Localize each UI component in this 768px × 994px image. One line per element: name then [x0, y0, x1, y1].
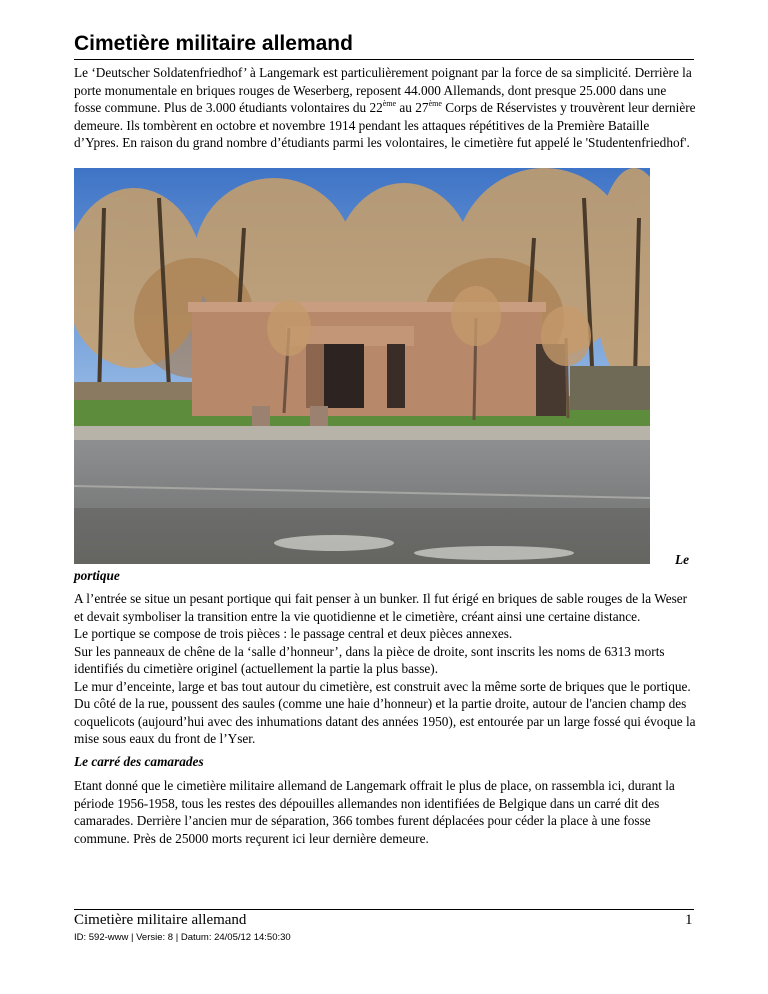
title-divider — [74, 59, 694, 60]
intro-text-1: Le ‘Deutscher Soldatenfriedhof’ à Langemark est particulièrement poignant par la force de sa simplicité. Derrière la porte monumentale en briques rouges de Weserberg, reposent 44.000 Allemands, dont presque 25.000 dans une fosse commune. Plus de 3.000 étudiants volontaires du 22 — [74, 65, 692, 115]
footer-title: Cimetière militaire allemand — [74, 912, 247, 928]
intro-paragraph — [74, 64, 696, 152]
page-title: Cimetière militaire allemand — [74, 32, 353, 55]
portique-paragraph: A l’entrée se situe un pesant portique qui fait penser à un bunker. Il fut érigé en briques de sable rouges de la Weser et devait symboliser la transition entre la vie quotidienne et le cimetière, créant ainsi une certaine distance. Le portique se compose de trois pièces : le passage central et deux pièces annexes. Sur les panneaux de chêne de la ‘salle d’honneur’, dans la pièce de droite, sont inscrits les noms de 6313 morts identifiés du cimetière originel (actuellement la partie la plus basse). Le mur d’enceinte, large et bas tout autour du cimetière, est construit avec la même sorte de briques que le portique. Du côté de la rue, poussent des saules (comme une haie d’honneur) et la partie droite, autour de l'ancien champ des coquelicots (aujourd’hui avec des inhumations datant des années 1950), est entourée par un large fossé qui évoque la mise sous eaux du front de l’Yser. — [74, 591, 696, 746]
footer-divider — [74, 909, 694, 910]
intro-sup-2: ème — [428, 99, 442, 108]
photo-caption-part1: Le — [675, 552, 690, 567]
section-heading-camarades: Le carré des camarades — [74, 754, 204, 769]
intro-sup-1: ème — [382, 99, 397, 108]
page-number: 1 — [685, 912, 693, 928]
cemetery-gate-photo — [74, 168, 650, 564]
intro-text-2: au 27 — [396, 100, 429, 115]
camarades-paragraph: Etant donné que le cimetière militaire allemand de Langemark offrait le plus de place, on rassembla ici, durant la période 1956-1958, tous les restes des dépouilles allemandes non identifiées de Belgique dans un carré dit des camarades. Derrière l’ancien mur de séparation, 366 tombes furent déplacées pour céder la place à une fosse commune. Près de 25000 morts reçurent ici leur dernière demeure. — [74, 778, 675, 846]
footer-meta: ID: 592-www | Versie: 8 | Datum: 24/05/12 14:50:30 — [74, 932, 291, 943]
photo-caption-part2: portique — [74, 568, 120, 583]
intro-text-3: Corps de Réservistes y trouvèrent leur dernière demeure. Ils tombèrent en octobre et novembre 1914 pendant les attaques répétitives de la Première Bataille d’Ypres. En raison du grand nombre d’étudiants parmi les volontaires, le cimetière fut appelé le 'Studentenfriedhof'. — [74, 100, 696, 150]
